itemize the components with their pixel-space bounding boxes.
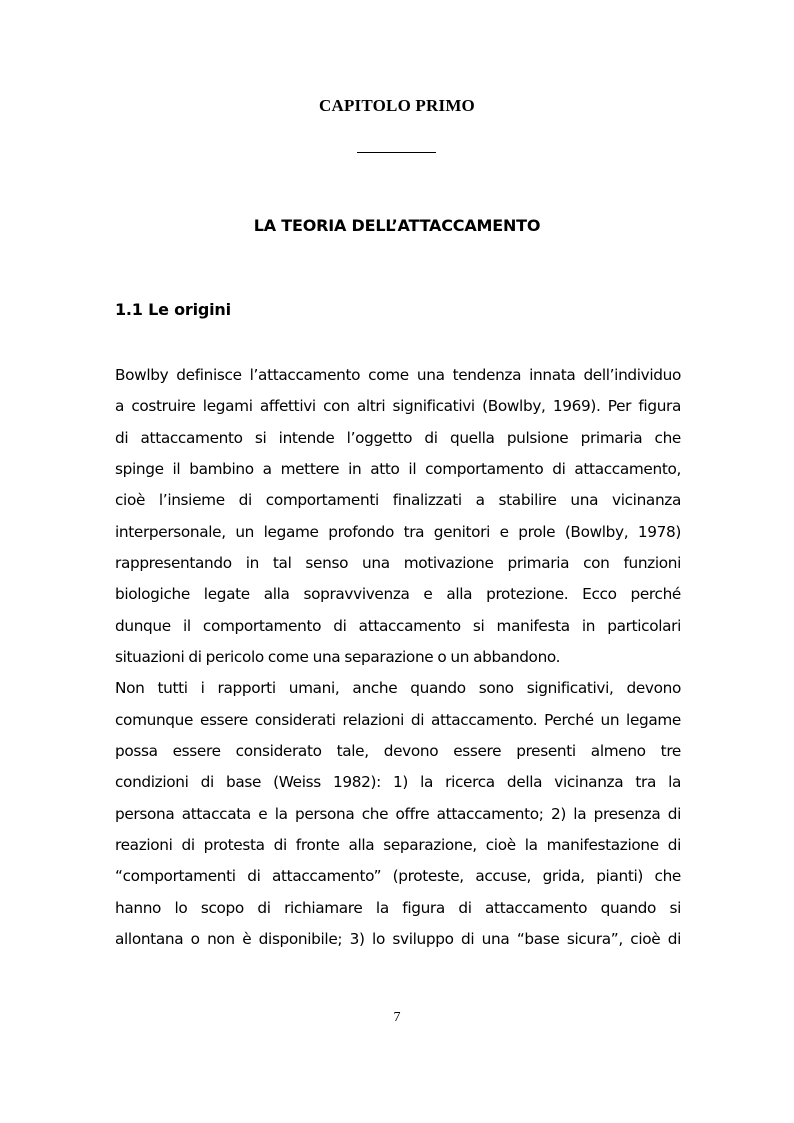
text-line: hanno lo scopo di richiamare la figura di attaccamento quando si — [115, 898, 681, 917]
chapter-title: LA TEORIA DELL’ATTACCAMENTO — [253, 216, 541, 235]
body-text — [115, 360, 681, 955]
section-heading: 1.1 Le origini — [115, 300, 231, 319]
text-line: a costruire legami affettivi con altri significativi (Bowlby, 1969). Per figura — [115, 397, 681, 416]
text-line: di attaccamento si intende l’oggetto di quella pulsione primaria che — [115, 428, 681, 447]
text-line: Bowlby definisce l’attaccamento come una tendenza innata dell’individuo — [115, 366, 681, 384]
paragraph — [115, 673, 681, 955]
paragraph — [115, 360, 681, 673]
text-line: “comportamenti di attaccamento” (proteste, accuse, grida, pianti) che — [115, 867, 681, 886]
text-line: biologiche legate alla sopravvivenza e alla protezione. Ecco perché — [115, 585, 681, 604]
text-line: persona attaccata e la persona che offre attaccamento; 2) la presenza di — [115, 804, 681, 823]
text-line: dunque il comportamento di attaccamento si manifesta in particolari — [115, 616, 681, 635]
text-line: possa essere considerato tale, devono essere presenti almeno tre — [115, 741, 681, 760]
text-line: condizioni di base (Weiss 1982): 1) la ricerca della vicinanza tra la — [115, 773, 681, 792]
text-line: allontana o non è disponibile; 3) lo sviluppo di una “base sicura”, cioè di — [115, 929, 681, 948]
page-number: 7 — [393, 1010, 401, 1025]
text-line: Non tutti i rapporti umani, anche quando sono significativi, devono — [115, 679, 681, 698]
text-line: interpersonale, un legame profondo tra genitori e prole (Bowlby, 1978) — [115, 522, 681, 541]
text-line: situazioni di pericolo come una separazione o un abbandono. — [115, 647, 561, 666]
text-line: cioè l’insieme di comportamenti finalizzati a stabilire una vicinanza — [115, 491, 681, 510]
chapter-divider — [357, 152, 436, 153]
text-line: reazioni di protesta di fronte alla separazione, cioè la manifestazione di — [115, 835, 681, 854]
text-line: rappresentando in tal senso una motivazione primaria con funzioni — [115, 553, 681, 572]
chapter-label: CAPITOLO PRIMO — [319, 96, 475, 115]
text-line: spinge il bambino a mettere in atto il comportamento di attaccamento, — [115, 459, 681, 478]
text-line: comunque essere considerati relazioni di attaccamento. Perché un legame — [115, 710, 681, 729]
